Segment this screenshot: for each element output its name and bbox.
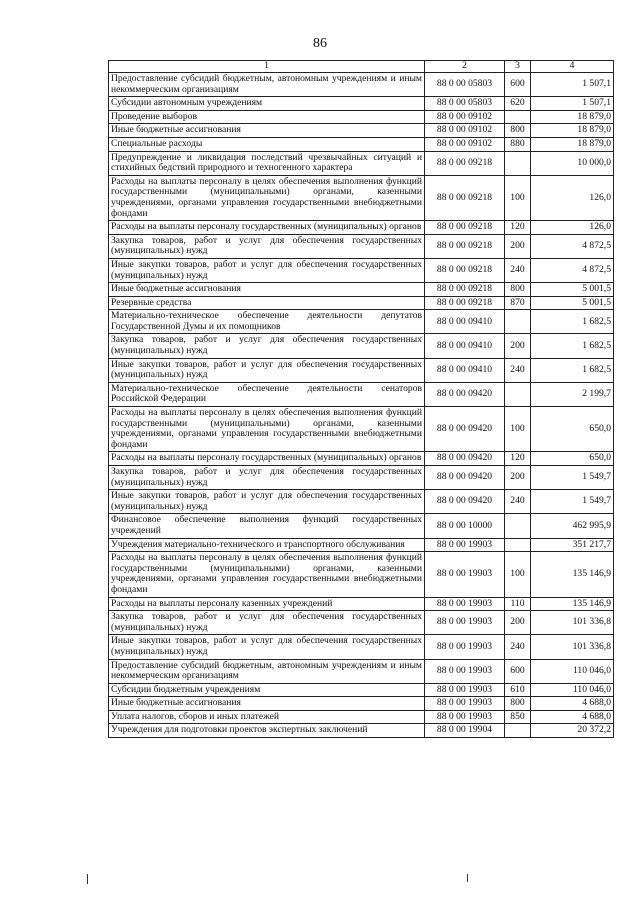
scan-mark-center [467, 874, 468, 882]
row-sum-cell: 20 372,2 [531, 724, 614, 738]
row-vr-cell: 870 [505, 296, 531, 310]
row-code-cell: 88 0 00 05803 [425, 73, 505, 97]
row-sum-cell: 4 688,0 [531, 697, 614, 711]
row-name-cell: Материально-техническое обеспечение деятельности депутатов Государственной Думы и их помощников [109, 310, 425, 334]
row-sum-cell: 1 682,5 [531, 358, 614, 382]
table-row [109, 221, 614, 235]
row-vr-cell [505, 151, 531, 175]
row-vr-cell [505, 382, 531, 406]
row-name-cell: Расходы на выплаты персоналу казенных учреждений [109, 597, 425, 611]
row-name-cell: Закупка товаров, работ и услуг для обеспечения государственных (муниципальных) нужд [109, 234, 425, 258]
row-vr-cell: 610 [505, 683, 531, 697]
row-code-cell: 88 0 00 09218 [425, 151, 505, 175]
table-row [109, 697, 614, 711]
table-row [109, 258, 614, 282]
row-vr-cell: 200 [505, 466, 531, 490]
row-code-cell: 88 0 00 19903 [425, 683, 505, 697]
row-sum-cell: 135 146,9 [531, 597, 614, 611]
row-sum-cell: 4 688,0 [531, 710, 614, 724]
table-row [109, 490, 614, 514]
row-code-cell: 88 0 00 19903 [425, 538, 505, 552]
row-sum-cell: 4 872,5 [531, 234, 614, 258]
table-row [109, 97, 614, 111]
row-code-cell: 88 0 00 09102 [425, 137, 505, 151]
row-code-cell: 88 0 00 19904 [425, 724, 505, 738]
row-vr-cell: 600 [505, 659, 531, 683]
table-row [109, 334, 614, 358]
row-vr-cell [505, 310, 531, 334]
row-name-cell: Специальные расходы [109, 137, 425, 151]
table-row [109, 175, 614, 220]
table-row [109, 296, 614, 310]
table-row [109, 611, 614, 635]
row-name-cell: Иные закупки товаров, работ и услуг для обеспечения государственных (муниципальных) нужд [109, 635, 425, 659]
table-row [109, 358, 614, 382]
table-row [109, 151, 614, 175]
row-name-cell: Расходы на выплаты персоналу в целях обеспечения выполнения функций государственными (муниципальными) органами, казенными учреждениями, органами управления государственными внебюджетными фондами [109, 407, 425, 452]
budget-table [108, 60, 614, 738]
row-name-cell: Иные закупки товаров, работ и услуг для обеспечения государственных (муниципальных) нужд [109, 490, 425, 514]
row-code-cell: 88 0 00 09102 [425, 110, 505, 124]
row-sum-cell: 1 507,1 [531, 97, 614, 111]
row-sum-cell: 462 995,9 [531, 514, 614, 538]
row-name-cell: Предоставление субсидий бюджетным, автономным учреждениям и иным некоммерческим организациям [109, 659, 425, 683]
table-row [109, 382, 614, 406]
row-name-cell: Учреждения материально-технического и транспортного обслуживания [109, 538, 425, 552]
row-vr-cell: 800 [505, 697, 531, 711]
row-code-cell: 88 0 00 05803 [425, 97, 505, 111]
row-sum-cell: 1 549,7 [531, 466, 614, 490]
row-code-cell: 88 0 00 09420 [425, 407, 505, 452]
table-row [109, 466, 614, 490]
row-sum-cell: 18 879,0 [531, 110, 614, 124]
row-vr-cell: 120 [505, 452, 531, 466]
row-sum-cell: 2 199,7 [531, 382, 614, 406]
table-row [109, 635, 614, 659]
row-name-cell: Предупреждение и ликвидация последствий чрезвычайных ситуаций и стихийных бедствий природного и техногенного характера [109, 151, 425, 175]
row-name-cell: Иные закупки товаров, работ и услуг для обеспечения государственных (муниципальных) нужд [109, 358, 425, 382]
row-code-cell: 88 0 00 19903 [425, 710, 505, 724]
row-vr-cell: 120 [505, 221, 531, 235]
row-sum-cell: 126,0 [531, 175, 614, 220]
row-code-cell: 88 0 00 09420 [425, 452, 505, 466]
row-name-cell: Предоставление субсидий бюджетным, автономным учреждениям и иным некоммерческим организациям [109, 73, 425, 97]
row-vr-cell [505, 538, 531, 552]
row-code-cell: 88 0 00 09420 [425, 382, 505, 406]
table-row [109, 110, 614, 124]
row-vr-cell: 240 [505, 358, 531, 382]
row-code-cell: 88 0 00 10000 [425, 514, 505, 538]
row-sum-cell: 650,0 [531, 407, 614, 452]
row-name-cell: Закупка товаров, работ и услуг для обеспечения государственных (муниципальных) нужд [109, 611, 425, 635]
row-sum-cell: 5 001,5 [531, 296, 614, 310]
row-sum-cell: 650,0 [531, 452, 614, 466]
row-vr-cell: 100 [505, 407, 531, 452]
row-vr-cell [505, 110, 531, 124]
table-row [109, 407, 614, 452]
row-vr-cell: 800 [505, 124, 531, 138]
row-vr-cell: 200 [505, 334, 531, 358]
row-code-cell: 88 0 00 19903 [425, 552, 505, 597]
table-row [109, 710, 614, 724]
budget-table-body [109, 61, 614, 738]
row-sum-cell: 351 217,7 [531, 538, 614, 552]
row-sum-cell: 18 879,0 [531, 137, 614, 151]
row-code-cell: 88 0 00 09410 [425, 358, 505, 382]
row-vr-cell: 100 [505, 175, 531, 220]
row-code-cell: 88 0 00 19903 [425, 697, 505, 711]
row-vr-cell: 240 [505, 490, 531, 514]
row-name-cell: Учреждения для подготовки проектов экспертных заключений [109, 724, 425, 738]
row-sum-cell: 126,0 [531, 221, 614, 235]
row-vr-cell [505, 724, 531, 738]
table-row [109, 124, 614, 138]
row-name-cell: Закупка товаров, работ и услуг для обеспечения государственных (муниципальных) нужд [109, 334, 425, 358]
table-row [109, 234, 614, 258]
row-code-cell: 88 0 00 09410 [425, 334, 505, 358]
row-name-cell: Резервные средства [109, 296, 425, 310]
row-sum-cell: 1 549,7 [531, 490, 614, 514]
row-sum-cell: 101 336,8 [531, 611, 614, 635]
row-name-cell: Закупка товаров, работ и услуг для обеспечения государственных (муниципальных) нужд [109, 466, 425, 490]
row-name-cell: Проведение выборов [109, 110, 425, 124]
row-name-cell: Расходы на выплаты персоналу государственных (муниципальных) органов [109, 452, 425, 466]
row-vr-cell: 200 [505, 234, 531, 258]
row-sum-cell: 110 046,0 [531, 659, 614, 683]
row-vr-cell [505, 514, 531, 538]
row-code-cell: 88 0 00 19903 [425, 597, 505, 611]
row-code-cell: 88 0 00 19903 [425, 611, 505, 635]
row-name-cell: Финансовое обеспечение выполнения функций государственных учреждений [109, 514, 425, 538]
row-name-cell: Расходы на выплаты персоналу государственных (муниципальных) органов [109, 221, 425, 235]
row-sum-cell: 1 507,1 [531, 73, 614, 97]
table-row [109, 538, 614, 552]
row-name-cell: Субсидии автономным учреждениям [109, 97, 425, 111]
table-row [109, 137, 614, 151]
row-name-cell: Иные бюджетные ассигнования [109, 283, 425, 297]
row-name-cell: Уплата налогов, сборов и иных платежей [109, 710, 425, 724]
row-code-cell: 88 0 00 19903 [425, 659, 505, 683]
row-name-cell: Субсидии бюджетным учреждениям [109, 683, 425, 697]
table-row [109, 724, 614, 738]
row-code-cell: 88 0 00 09218 [425, 234, 505, 258]
row-sum-cell: 101 336,8 [531, 635, 614, 659]
row-vr-cell: 200 [505, 611, 531, 635]
row-code-cell: 88 0 00 09218 [425, 296, 505, 310]
row-name-cell: Расходы на выплаты персоналу в целях обеспечения выполнения функций государственными (муниципальными) органами, казенными учреждениями, органами управления государственными внебюджетными фондами [109, 552, 425, 597]
row-vr-cell: 800 [505, 283, 531, 297]
column-header-1: 1 [109, 61, 425, 73]
page-number: 86 [313, 36, 327, 51]
row-vr-cell: 240 [505, 258, 531, 282]
row-name-cell: Иные бюджетные ассигнования [109, 697, 425, 711]
row-vr-cell: 110 [505, 597, 531, 611]
row-sum-cell: 10 000,0 [531, 151, 614, 175]
table-row [109, 73, 614, 97]
table-row [109, 452, 614, 466]
row-sum-cell: 1 682,5 [531, 310, 614, 334]
column-header-3: 3 [505, 61, 531, 73]
row-code-cell: 88 0 00 09218 [425, 258, 505, 282]
row-vr-cell: 620 [505, 97, 531, 111]
table-row [109, 683, 614, 697]
table-row [109, 283, 614, 297]
table-header-row [109, 61, 614, 73]
row-code-cell: 88 0 00 09410 [425, 310, 505, 334]
table-row [109, 514, 614, 538]
row-code-cell: 88 0 00 19903 [425, 635, 505, 659]
row-name-cell: Расходы на выплаты персоналу в целях обеспечения выполнения функций государственными (муниципальными) органами, казенными учреждениями, органами управления государственными внебюджетными фондами [109, 175, 425, 220]
row-code-cell: 88 0 00 09102 [425, 124, 505, 138]
table-row [109, 552, 614, 597]
row-vr-cell: 240 [505, 635, 531, 659]
table-row [109, 310, 614, 334]
scan-mark-left [87, 874, 88, 884]
row-code-cell: 88 0 00 09218 [425, 283, 505, 297]
row-sum-cell: 18 879,0 [531, 124, 614, 138]
row-vr-cell: 880 [505, 137, 531, 151]
row-sum-cell: 110 046,0 [531, 683, 614, 697]
row-sum-cell: 4 872,5 [531, 258, 614, 282]
row-vr-cell: 100 [505, 552, 531, 597]
row-name-cell: Иные бюджетные ассигнования [109, 124, 425, 138]
row-vr-cell: 600 [505, 73, 531, 97]
row-sum-cell: 5 001,5 [531, 283, 614, 297]
table-row [109, 597, 614, 611]
row-code-cell: 88 0 00 09420 [425, 490, 505, 514]
row-name-cell: Материально-техническое обеспечение деятельности сенаторов Российской Федерации [109, 382, 425, 406]
table-row [109, 659, 614, 683]
row-sum-cell: 1 682,5 [531, 334, 614, 358]
row-vr-cell: 850 [505, 710, 531, 724]
row-name-cell: Иные закупки товаров, работ и услуг для обеспечения государственных (муниципальных) нужд [109, 258, 425, 282]
row-code-cell: 88 0 00 09218 [425, 175, 505, 220]
column-header-4: 4 [531, 61, 614, 73]
column-header-2: 2 [425, 61, 505, 73]
row-sum-cell: 135 146,9 [531, 552, 614, 597]
row-code-cell: 88 0 00 09420 [425, 466, 505, 490]
row-code-cell: 88 0 00 09218 [425, 221, 505, 235]
